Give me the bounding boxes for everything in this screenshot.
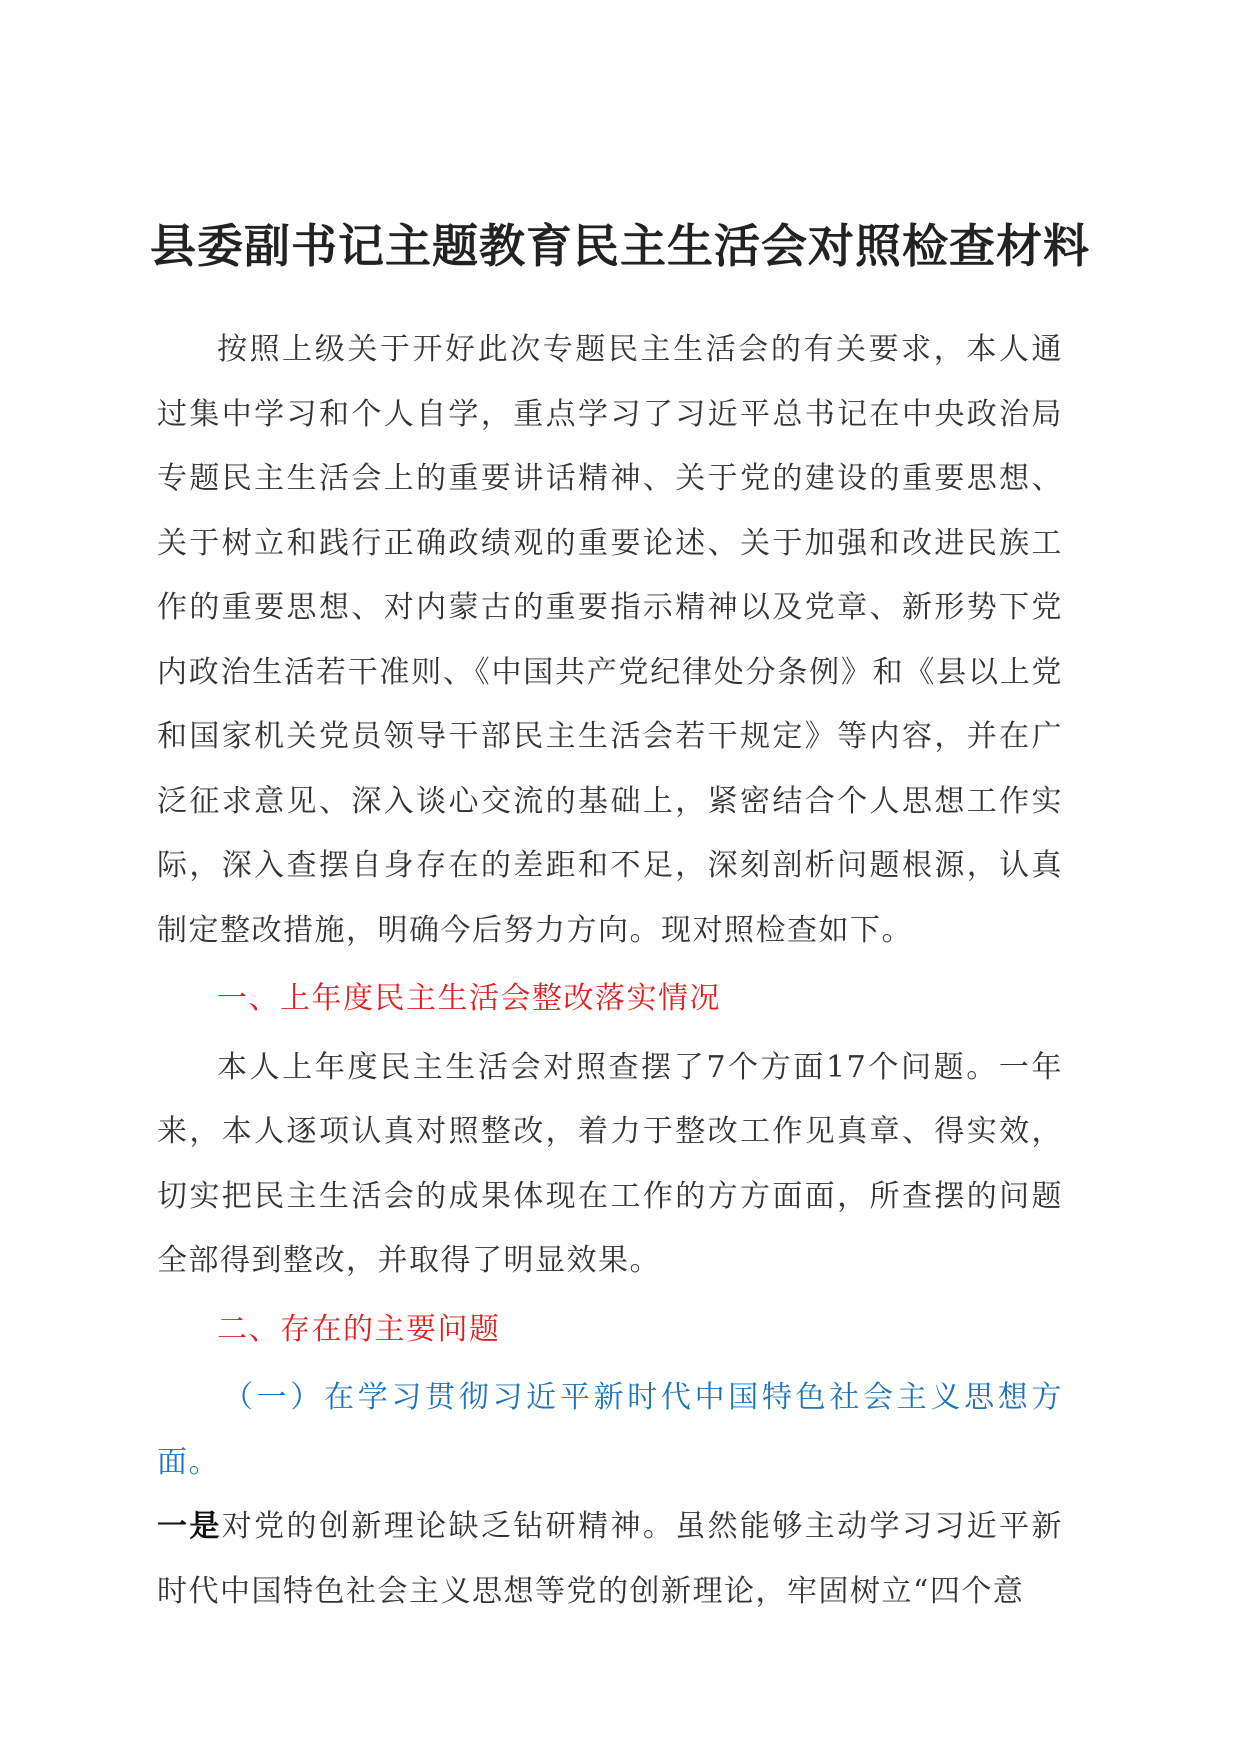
section-1-paragraph: 本人上年度民主生活会对照查摆了7个方面17个问题。一年来，本人逐项认真对照整改，着力于整改工作见真章、得实效，切实把民主生活会的成果体现在工作的方方面面，所查摆的问题全部得到整改，并取得了明显效果。 <box>157 1049 1063 1278</box>
section-2-heading: 二、存在的主要问题 <box>217 1311 501 1347</box>
point-text: 对党的创新理论缺乏钻研精神。虽然能够主动学习习近平新时代中国特色社会主义思想等党的创新理论，牢固树立“四个意 <box>157 1509 1064 1609</box>
intro-paragraph: 按照上级关于开好此次专题民主生活会的有关要求，本人通过集中学习和个人自学，重点学习了习近平总书记在中央政治局专题民主生活会上的重要讲话精神、关于党的建设的重要思想、关于树立和践行正确政绩观的重要论述、关于加强和改进民族工作的重要思想、对内蒙古的重要指示精神以及党章、新形势下党内政治生活若干准则、《中国共产党纪律处分条例》和《县以上党和国家机关党员领导干部民主生活会若干规定》等内容，并在广泛征求意见、深入谈心交流的基础上，紧密结合个人思想工作实际，深入查摆自身存在的差距和不足，深刻剖析问题根源，认真制定整改措施，明确今后努力方向。现对照检查如下。 <box>157 332 1063 948</box>
section-2-paragraph <box>157 1495 1063 1624</box>
point-lead: 一是 <box>157 1509 222 1544</box>
section-1-heading: 一、上年度民主生活会整改落实情况 <box>217 981 721 1016</box>
section-2-subheading: （一）在学习贯彻习近平新时代中国特色社会主义思想方面。 <box>157 1380 1063 1480</box>
document-title: 县委副书记主题教育民主生活会对照检查材料 <box>150 219 1090 273</box>
document-body <box>157 318 1063 1624</box>
